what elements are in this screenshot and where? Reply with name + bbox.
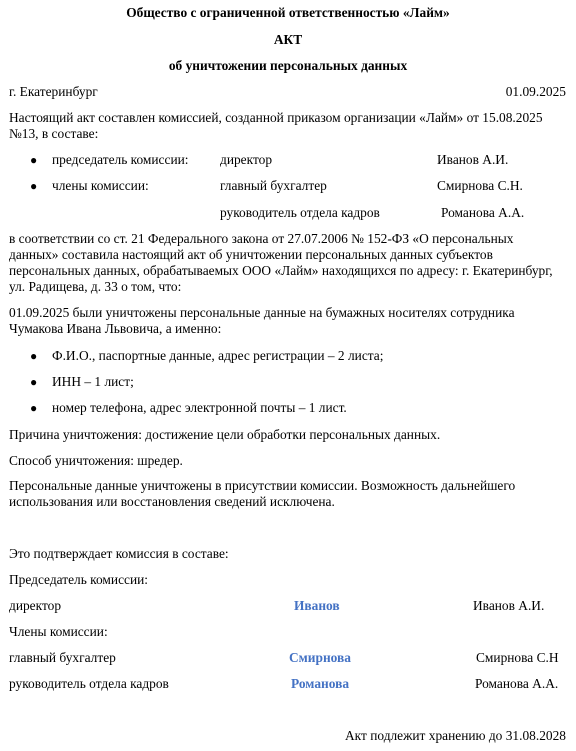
reason-paragraph: Причина уничтожения: достижение цели обработки персональных данных. (9, 427, 441, 442)
chair-label: Председатель комиссии: (9, 572, 149, 587)
signature: Романова (291, 676, 350, 691)
bullet-icon: ● (30, 375, 38, 389)
commission-name: Смирнова С.Н. (437, 178, 523, 193)
signature-position: главный бухгалтер (9, 650, 116, 665)
method-paragraph: Способ уничтожения: шредер. (9, 453, 183, 468)
bullet-icon: ● (30, 153, 38, 167)
destroyed-item: номер телефона, адрес электронной почты – 1 лист. (52, 400, 347, 415)
signature-position: руководитель отдела кадров (9, 676, 169, 691)
signature-name: Иванов А.И. (473, 598, 545, 613)
signature: Иванов (294, 598, 340, 613)
document-date: 01.09.2025 (505, 84, 566, 99)
bullet-icon: ● (30, 401, 38, 415)
storage-note: Акт подлежит хранению до 31.08.2028 (345, 728, 566, 743)
commission-position: директор (220, 152, 273, 167)
commission-name: Романова А.А. (441, 205, 525, 220)
bullet-icon: ● (30, 349, 38, 363)
destroyed-intro-paragraph: 01.09.2025 были уничтожены персональные данные на бумажных носителях сотрудника Чумакова Ивана Львовича, а именно: (9, 305, 515, 336)
destroyed-item: Ф.И.О., паспортные данные, адрес регистрации – 2 листа; (52, 348, 384, 363)
commission-position: руководитель отдела кадров (220, 205, 380, 220)
signature: Смирнова (289, 650, 351, 665)
commission-role: председатель комиссии: (52, 152, 189, 167)
commission-name: Иванов А.И. (437, 152, 509, 167)
confirm-line: Это подтверждает комиссия в составе: (9, 546, 229, 561)
signature-position: директор (9, 598, 62, 613)
destroyed-item: ИНН – 1 лист; (52, 374, 134, 389)
organization-title: Общество с ограниченной ответственностью «Лайм» (126, 5, 450, 20)
signature-name: Романова А.А. (475, 676, 559, 691)
commission-position: главный бухгалтер (220, 178, 327, 193)
basis-paragraph: в соответствии со ст. 21 Федерального закона от 27.07.2006 № 152-ФЗ «О персональных данных» составила настоящий акт об уничтожении персональных данных субъектов персональных данных, обрабатываемых ООО «Лайм» находящихся по адресу: г. Екатеринбург, ул. Радищева, д. 33 о том, что: (9, 231, 553, 294)
members-label: Члены комиссии: (9, 624, 108, 639)
signature-name: Смирнова С.Н (476, 650, 559, 665)
place: г. Екатеринбург (9, 84, 98, 99)
document-type: АКТ (273, 32, 303, 47)
document-subject: об уничтожении персональных данных (168, 58, 408, 73)
bullet-icon: ● (30, 179, 38, 193)
intro-paragraph: Настоящий акт составлен комиссией, созданной приказом организации «Лайм» от 15.08.2025 №13, в составе: (9, 110, 543, 141)
commission-role: члены комиссии: (52, 178, 149, 193)
conclusion-paragraph: Персональные данные уничтожены в присутствии комиссии. Возможность дальнейшего использования или восстановления сведений исключена. (9, 478, 516, 509)
